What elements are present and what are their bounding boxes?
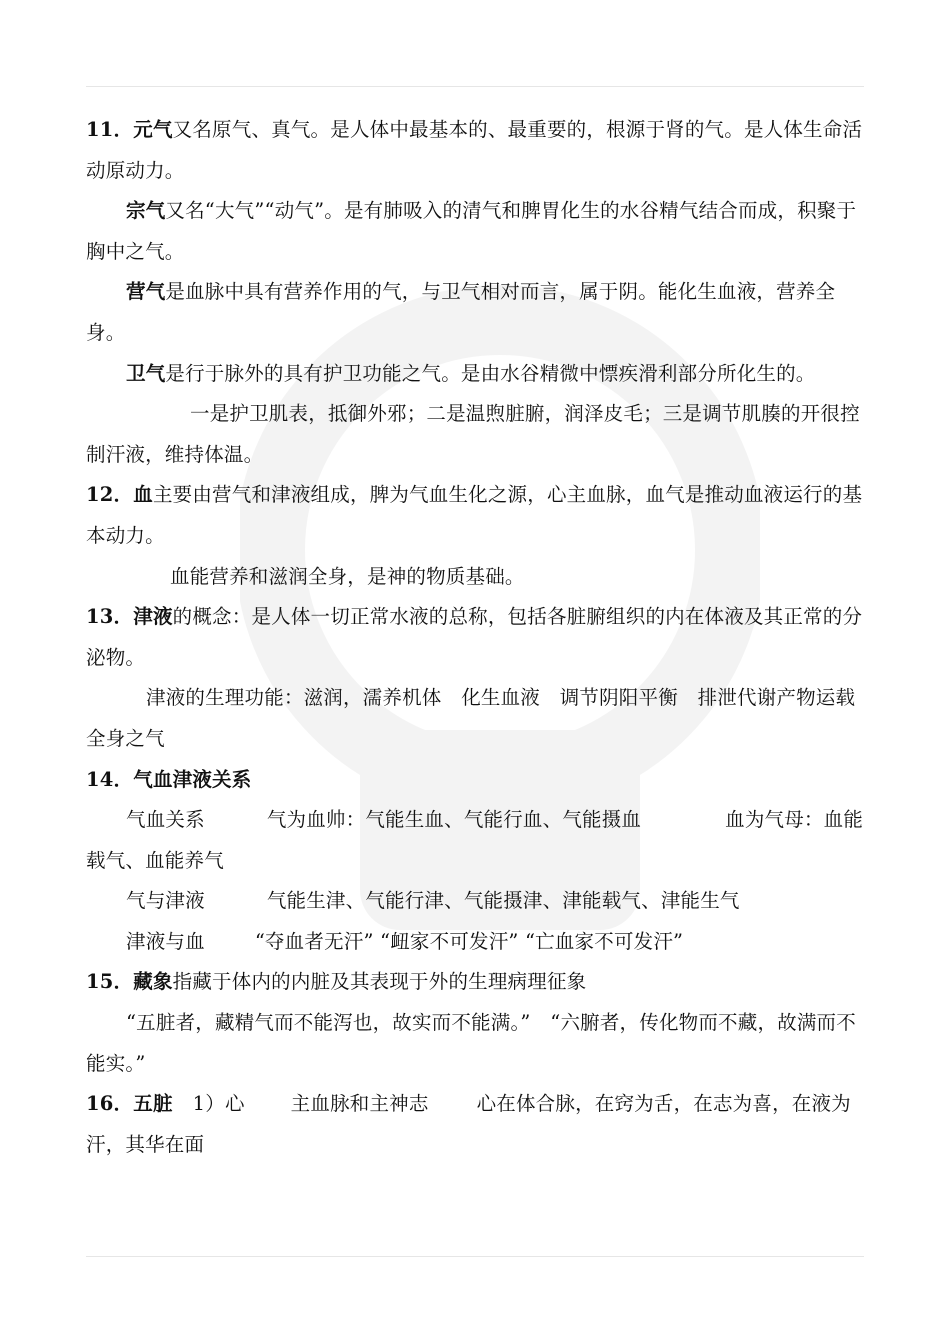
entry-14-heading: 14．气血津液关系 — [86, 767, 252, 791]
jinye-xue-relation: 津液与血 “夺血者无汗” “衄家不可发汗” “亡血家不可发汗” — [126, 929, 684, 953]
footer-rule — [86, 1256, 864, 1257]
qi-jinye-relation: 气与津液 气能生津、气能行津、气能摄津、津能载气、津能生气 — [126, 889, 740, 913]
header-rule — [86, 86, 864, 87]
weiqi-functions: 一是护卫肌表，抵御外邪；二是温煦脏腑，润泽皮毛；三是调节肌腠的开很控制汗液，维持体温。 — [86, 402, 860, 466]
document-body — [86, 110, 866, 1165]
entry-12-xue: 12．血主要由营气和津液组成，脾为气血生化之源，心主血脉，血气是推动血液运行的基本动力。 — [86, 483, 863, 547]
entry-weiqi: 卫气是行于脉外的具有护卫功能之气。是由水谷精微中慓疾滑利部分所化生的。 — [126, 361, 816, 385]
xue-function: 血能营养和滋润全身，是神的物质基础。 — [170, 564, 525, 588]
entry-11-yuanqi: 11．元气又名原气、真气。是人体中最基本的、最重要的，根源于肾的气。是人体生命活动原动力。 — [86, 118, 863, 182]
jinye-functions: 津液的生理功能：滋润，濡养机体 化生血液 调节阴阳平衡 排泄代谢产物运载全身之气 — [86, 686, 856, 750]
qixue-relation: 气血关系 气为血帅：气能生血、气能行血、气能摄血 血为气母：血能载气、血能养气 — [86, 808, 864, 872]
entry-13-jinye: 13．津液的概念：是人体一切正常水液的总称，包括各脏腑组织的内在体液及其正常的分泌物。 — [86, 605, 863, 669]
entry-16-wuzang: 16．五脏 1）心 主血脉和主神志 心在体合脉，在窍为舌，在志为喜，在液为汗，其华在面 — [86, 1092, 851, 1156]
entry-yingqi: 营气是血脉中具有营养作用的气，与卫气相对而言，属于阴。能化生血液，营养全身。 — [86, 280, 836, 344]
entry-15-zangxiang: 15．藏象指藏于体内的内脏及其表现于外的生理病理征象 — [86, 970, 587, 994]
entry-zongqi: 宗气又名“大气”“动气”。是有肺吸入的清气和脾胃化生的水谷精气结合而成，积聚于胸中之气。 — [86, 199, 857, 263]
zangxiang-quote: “五脏者，藏精气而不能泻也，故实而不能满。” “六腑者，传化物而不藏，故满而不能实。” — [86, 1011, 856, 1075]
